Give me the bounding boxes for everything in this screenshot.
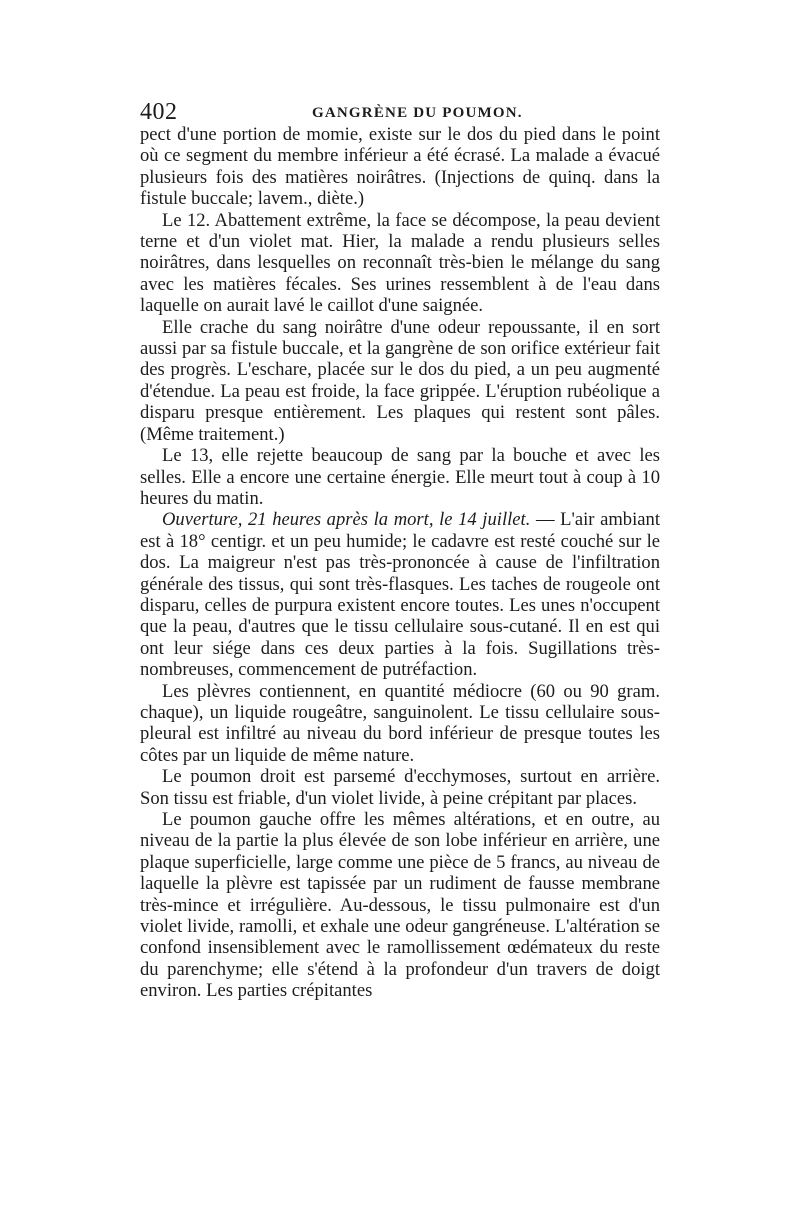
paragraph-left-lung: Le poumon gauche offre les mêmes altérations, et en outre, au niveau de la partie la plus élevée de son lobe inférieur en arrière, une plaque superficielle, large comme une pièce de 5 francs, au niveau de laquelle la plèvre est tapissée par un rudiment de fausse membrane très-mince et irrégulière. Au-dessous, le tissu pulmonaire est d'un violet livide, ramolli, et exhale une odeur gangréneuse. L'altération se confond insensiblement avec le ramollissement œdémateux du reste du parenchyme; elle s'étend à la profondeur d'un travers de doigt environ. Les parties crépitantes bbox=[140, 809, 660, 1002]
paragraph-pleura: Les plèvres contiennent, en quantité médiocre (60 ou 90 gram. chaque), un liquide rougeâtre, sanguinolent. Le tissu cellulaire sous-pleural est infiltré au niveau du bord inférieur de presque toutes les côtes par un liquide de même nature. bbox=[140, 680, 660, 766]
paragraph-autopsy bbox=[140, 509, 660, 680]
paragraph-day-12: Le 12. Abattement extrême, la face se décompose, la peau devient terne et d'un violet mat. Hier, la malade a rendu plusieurs selles noirâtres, dans lesquelles on reconnaît très-bien le mélange du sang avec les matières fécales. Ses urines ressemblent à de l'eau dans laquelle on aurait lavé le caillot d'une saignée. bbox=[140, 209, 660, 317]
body-text bbox=[140, 124, 660, 1002]
paragraph-symptoms: Elle crache du sang noirâtre d'une odeur repoussante, il en sort aussi par sa fistule buccale, et la gangrène de son orifice extérieur fait des progrès. L'eschare, placée sur le dos du pied, a un peu augmenté d'étendue. La peau est froide, la face grippée. L'éruption rubéolique a disparu presque entièrement. Les plaques qui restent sont pâles. (Même traitement.) bbox=[140, 316, 660, 445]
paragraph-day-13: Le 13, elle rejette beaucoup de sang par la bouche et avec les selles. Elle a encore une certaine énergie. Elle meurt tout à coup à 10 heures du matin. bbox=[140, 445, 660, 509]
running-title: GANGRÈNE DU POUMON. bbox=[312, 105, 523, 121]
autopsy-heading: Ouverture, 21 heures après la mort, le 14 juillet. bbox=[162, 509, 531, 531]
paragraph-right-lung: Le poumon droit est parsemé d'ecchymoses, surtout en arrière. Son tissu est friable, d'un violet livide, à peine crépitant par places. bbox=[140, 766, 660, 809]
paragraph-continuation: pect d'une portion de momie, existe sur le dos du pied dans le point où ce segment du membre inférieur a été écrasé. La malade a évacué plusieurs fois des matières noirâtres. (Injections de quinq. dans la fistule buccale; lavem., diète.) bbox=[140, 124, 660, 210]
page-header bbox=[140, 98, 660, 126]
page-number: 402 bbox=[140, 99, 178, 125]
autopsy-text: — L'air ambiant est à 18° centigr. et un peu humide; le cadavre est resté couché sur le dos. La maigreur n'est pas très-prononcée à cause de l'infiltration générale des tissus, qui sont très-flasques. Les taches de rougeole ont disparu, celles de purpura existent encore toutes. Les unes n'occupent que la peau, d'autres que le tissu cellulaire sous-cutané. Il en est qui ont leur siége dans ces deux parties à la fois. Sugillations très-nombreuses, commencement de putréfaction. bbox=[140, 509, 660, 681]
